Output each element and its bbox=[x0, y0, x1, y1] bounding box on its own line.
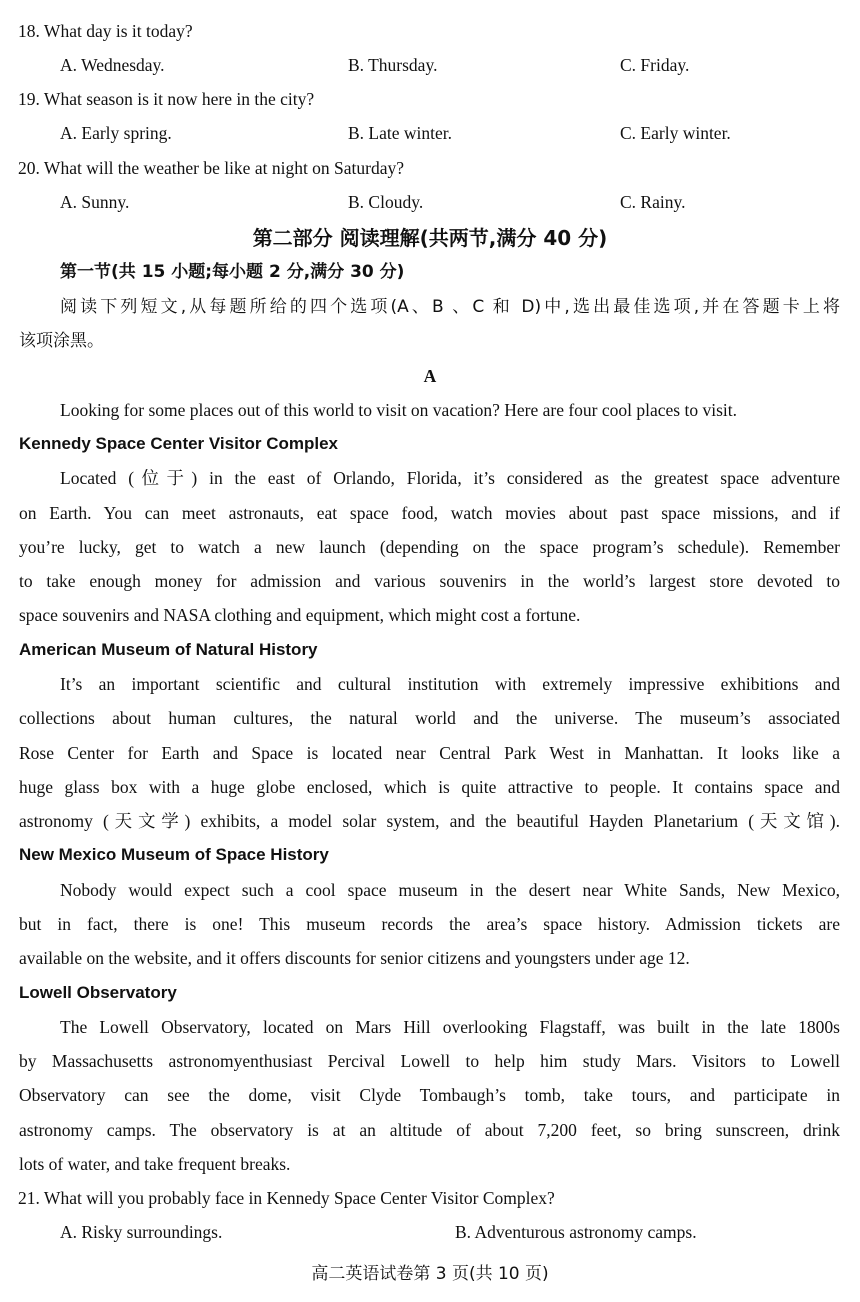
instructions-line-2: 该项涂黑。 bbox=[19, 331, 104, 351]
question-20-option-c: C. Rainy. bbox=[620, 192, 686, 212]
paragraph-line: astronomy camps. The observatory is at an altitude of about 7,200 feet, so bring sunscreen, drink bbox=[19, 1120, 840, 1140]
paragraph-line: collections about human cultures, the natural world and the universe. The museum’s associated bbox=[19, 708, 840, 728]
question-19-option-a: A. Early spring. bbox=[60, 123, 172, 143]
instructions-line-1: 阅读下列短文,从每题所给的四个选项(A、B 、C 和 D)中,选出最佳选项,并在答题卡上将 bbox=[60, 297, 840, 317]
question-20-option-b: B. Cloudy. bbox=[348, 192, 424, 212]
paragraph-line: huge glass box with a huge globe enclosed, which is quite attractive to people. It contains space and bbox=[19, 777, 840, 797]
paragraph-line: The Lowell Observatory, located on Mars Hill overlooking Flagstaff, was built in the late 1800s bbox=[60, 1017, 840, 1037]
paragraph-line: but in fact, there is one! This museum records the area’s space history. Admission tickets are bbox=[19, 914, 840, 934]
section-one-title: 第一节(共 15 小题;每小题 2 分,满分 30 分) bbox=[60, 262, 405, 282]
question-21-option-b: B. Adventurous astronomy camps. bbox=[455, 1222, 697, 1242]
question-20-option-a: A. Sunny. bbox=[60, 192, 130, 212]
paragraph-line: to take enough money for admission and various souvenirs in the world’s largest store devoted to bbox=[19, 571, 840, 591]
page-footer: 高二英语试卷第 3 页(共 10 页) bbox=[311, 1264, 549, 1284]
question-18-option-a: A. Wednesday. bbox=[60, 55, 165, 75]
place-heading-american-museum: American Museum of Natural History bbox=[19, 640, 318, 659]
question-19-option-b: B. Late winter. bbox=[348, 123, 453, 143]
place-heading-lowell: Lowell Observatory bbox=[19, 983, 177, 1002]
question-21-stem: 21. What will you probably face in Kennedy Space Center Visitor Complex? bbox=[18, 1188, 555, 1208]
question-19-option-c: C. Early winter. bbox=[620, 123, 731, 143]
question-18-option-c: C. Friday. bbox=[620, 55, 690, 75]
paragraph-line: astronomy (天文学) exhibits, a model solar system, and the beautiful Hayden Planetarium (天文馆). bbox=[19, 811, 840, 831]
question-19-stem: 19. What season is it now here in the city? bbox=[18, 89, 315, 109]
paragraph-line: by Massachusetts astronomyenthusiast Percival Lowell to help him study Mars. Visitors to Lowell bbox=[19, 1051, 840, 1071]
passage-intro: Looking for some places out of this world to visit on vacation? Here are four cool places to visit. bbox=[60, 400, 737, 420]
question-18-option-b: B. Thursday. bbox=[348, 55, 438, 75]
passage-label: A bbox=[423, 366, 437, 386]
place-heading-new-mexico: New Mexico Museum of Space History bbox=[19, 845, 329, 864]
paragraph-line: Located (位于) in the east of Orlando, Florida, it’s considered as the greatest space adventure bbox=[60, 468, 840, 488]
paragraph-line: on Earth. You can meet astronauts, eat space food, watch movies about past space missions, and if bbox=[19, 503, 840, 523]
question-21-option-a: A. Risky surroundings. bbox=[60, 1222, 223, 1242]
paragraph-line: space souvenirs and NASA clothing and equipment, which might cost a fortune. bbox=[19, 605, 581, 625]
question-18-stem: 18. What day is it today? bbox=[18, 21, 193, 41]
paragraph-line: lots of water, and take frequent breaks. bbox=[19, 1154, 291, 1174]
paragraph-line: It’s an important scientific and cultural institution with extremely impressive exhibitions and bbox=[60, 674, 840, 694]
paragraph-line: Nobody would expect such a cool space museum in the desert near White Sands, New Mexico, bbox=[60, 880, 840, 900]
paragraph-line: Observatory can see the dome, visit Clyde Tombaugh’s tomb, take tours, and participate in bbox=[19, 1085, 840, 1105]
question-20-stem: 20. What will the weather be like at night on Saturday? bbox=[18, 158, 405, 178]
paragraph-line: Rose Center for Earth and Space is located near Central Park West in Manhattan. It looks like a bbox=[19, 743, 840, 763]
paragraph-line: available on the website, and it offers discounts for senior citizens and youngsters under age 12. bbox=[19, 948, 690, 968]
place-heading-kennedy: Kennedy Space Center Visitor Complex bbox=[19, 434, 339, 453]
paragraph-line: you’re lucky, get to watch a new launch (depending on the space program’s schedule). Remember bbox=[19, 537, 840, 557]
part-two-title: 第二部分 阅读理解(共两节,满分 40 分) bbox=[252, 226, 608, 250]
